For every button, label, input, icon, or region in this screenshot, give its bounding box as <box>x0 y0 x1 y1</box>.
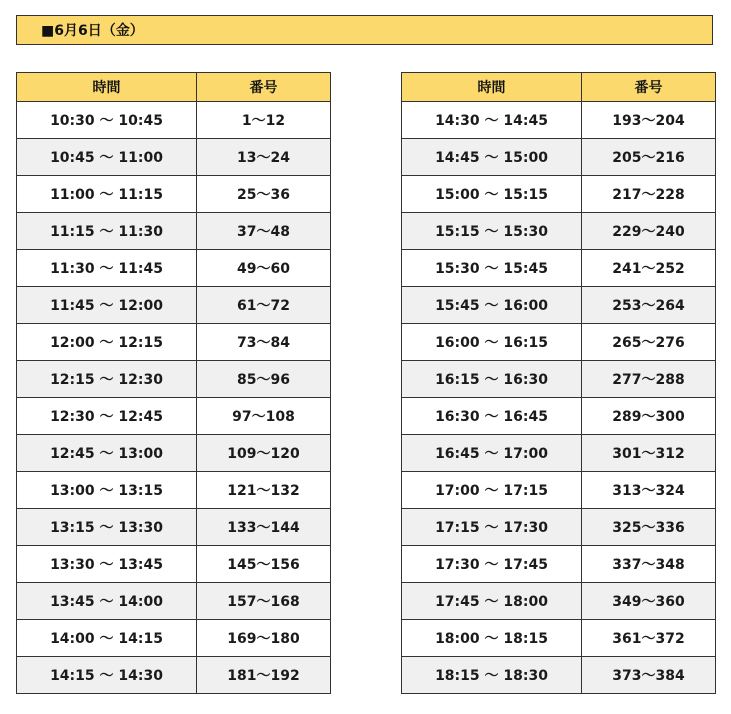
time-slot-cell: 16:45 ～ 17:00 <box>402 435 582 472</box>
table-row <box>17 361 331 398</box>
number-range-cell: 73～84 <box>197 324 331 361</box>
time-slot-cell: 17:30 ～ 17:45 <box>402 546 582 583</box>
number-range-cell: 181～192 <box>197 657 331 694</box>
number-range-cell: 109～120 <box>197 435 331 472</box>
table-row <box>402 361 716 398</box>
table-row <box>402 213 716 250</box>
time-slot-cell: 13:45 ～ 14:00 <box>17 583 197 620</box>
time-slot-cell: 16:30 ～ 16:45 <box>402 398 582 435</box>
number-range-cell: 157～168 <box>197 583 331 620</box>
time-slot-cell: 11:45 ～ 12:00 <box>17 287 197 324</box>
time-slot-cell: 14:15 ～ 14:30 <box>17 657 197 694</box>
date-header <box>16 15 713 45</box>
table-row <box>402 398 716 435</box>
time-slot-cell: 15:45 ～ 16:00 <box>402 287 582 324</box>
time-slot-cell: 18:00 ～ 18:15 <box>402 620 582 657</box>
table-row <box>402 435 716 472</box>
schedule-table-right <box>401 72 716 694</box>
table-header-row <box>17 73 331 102</box>
table-row <box>402 509 716 546</box>
number-range-cell: 85～96 <box>197 361 331 398</box>
table-row <box>402 324 716 361</box>
table-row <box>17 176 331 213</box>
time-slot-cell: 16:15 ～ 16:30 <box>402 361 582 398</box>
number-range-cell: 289～300 <box>582 398 716 435</box>
time-slot-cell: 14:00 ～ 14:15 <box>17 620 197 657</box>
time-slot-cell: 11:15 ～ 11:30 <box>17 213 197 250</box>
time-slot-cell: 13:00 ～ 13:15 <box>17 472 197 509</box>
number-range-cell: 229～240 <box>582 213 716 250</box>
time-slot-cell: 12:15 ～ 12:30 <box>17 361 197 398</box>
table-row <box>402 102 716 139</box>
number-range-cell: 13～24 <box>197 139 331 176</box>
number-range-cell: 373～384 <box>582 657 716 694</box>
table-row <box>402 583 716 620</box>
time-slot-cell: 11:00 ～ 11:15 <box>17 176 197 213</box>
table-row <box>402 287 716 324</box>
time-slot-cell: 17:00 ～ 17:15 <box>402 472 582 509</box>
table-row <box>17 324 331 361</box>
schedule-table-left <box>16 72 331 694</box>
number-range-cell: 301～312 <box>582 435 716 472</box>
number-range-cell: 325～336 <box>582 509 716 546</box>
table-row <box>17 435 331 472</box>
table-row <box>17 398 331 435</box>
number-range-cell: 25～36 <box>197 176 331 213</box>
time-slot-cell: 10:30 ～ 10:45 <box>17 102 197 139</box>
number-range-cell: 205～216 <box>582 139 716 176</box>
table-row <box>17 472 331 509</box>
number-range-cell: 241～252 <box>582 250 716 287</box>
number-range-cell: 61～72 <box>197 287 331 324</box>
number-range-cell: 1～12 <box>197 102 331 139</box>
time-slot-cell: 16:00 ～ 16:15 <box>402 324 582 361</box>
table-row <box>17 213 331 250</box>
column-header-number: 番号 <box>582 73 716 102</box>
table-row <box>17 509 331 546</box>
table-header-row <box>402 73 716 102</box>
time-slot-cell: 13:15 ～ 13:30 <box>17 509 197 546</box>
table-row <box>402 620 716 657</box>
time-slot-cell: 14:45 ～ 15:00 <box>402 139 582 176</box>
table-row <box>17 620 331 657</box>
table-row <box>17 250 331 287</box>
table-row <box>402 250 716 287</box>
number-range-cell: 337～348 <box>582 546 716 583</box>
table-row <box>17 546 331 583</box>
number-range-cell: 253～264 <box>582 287 716 324</box>
time-slot-cell: 15:30 ～ 15:45 <box>402 250 582 287</box>
column-header-number: 番号 <box>197 73 331 102</box>
time-slot-cell: 10:45 ～ 11:00 <box>17 139 197 176</box>
table-row <box>402 139 716 176</box>
number-range-cell: 277～288 <box>582 361 716 398</box>
table-row <box>17 287 331 324</box>
table-row <box>17 583 331 620</box>
number-range-cell: 145～156 <box>197 546 331 583</box>
table-row <box>17 139 331 176</box>
time-slot-cell: 12:45 ～ 13:00 <box>17 435 197 472</box>
number-range-cell: 265～276 <box>582 324 716 361</box>
time-slot-cell: 18:15 ～ 18:30 <box>402 657 582 694</box>
number-range-cell: 217～228 <box>582 176 716 213</box>
column-header-time: 時間 <box>402 73 582 102</box>
time-slot-cell: 11:30 ～ 11:45 <box>17 250 197 287</box>
date-header-title: ■6月6日（金） <box>41 23 144 39</box>
time-slot-cell: 14:30 ～ 14:45 <box>402 102 582 139</box>
number-range-cell: 133～144 <box>197 509 331 546</box>
time-slot-cell: 13:30 ～ 13:45 <box>17 546 197 583</box>
column-header-time: 時間 <box>17 73 197 102</box>
time-slot-cell: 17:45 ～ 18:00 <box>402 583 582 620</box>
time-slot-cell: 15:15 ～ 15:30 <box>402 213 582 250</box>
number-range-cell: 361～372 <box>582 620 716 657</box>
time-slot-cell: 15:00 ～ 15:15 <box>402 176 582 213</box>
number-range-cell: 169～180 <box>197 620 331 657</box>
time-slot-cell: 12:00 ～ 12:15 <box>17 324 197 361</box>
number-range-cell: 37～48 <box>197 213 331 250</box>
table-row <box>402 657 716 694</box>
number-range-cell: 193～204 <box>582 102 716 139</box>
number-range-cell: 121～132 <box>197 472 331 509</box>
time-slot-cell: 17:15 ～ 17:30 <box>402 509 582 546</box>
table-row <box>402 546 716 583</box>
table-row <box>17 657 331 694</box>
table-row <box>17 102 331 139</box>
number-range-cell: 49～60 <box>197 250 331 287</box>
number-range-cell: 349～360 <box>582 583 716 620</box>
time-slot-cell: 12:30 ～ 12:45 <box>17 398 197 435</box>
table-row <box>402 176 716 213</box>
table-row <box>402 472 716 509</box>
number-range-cell: 313～324 <box>582 472 716 509</box>
number-range-cell: 97～108 <box>197 398 331 435</box>
